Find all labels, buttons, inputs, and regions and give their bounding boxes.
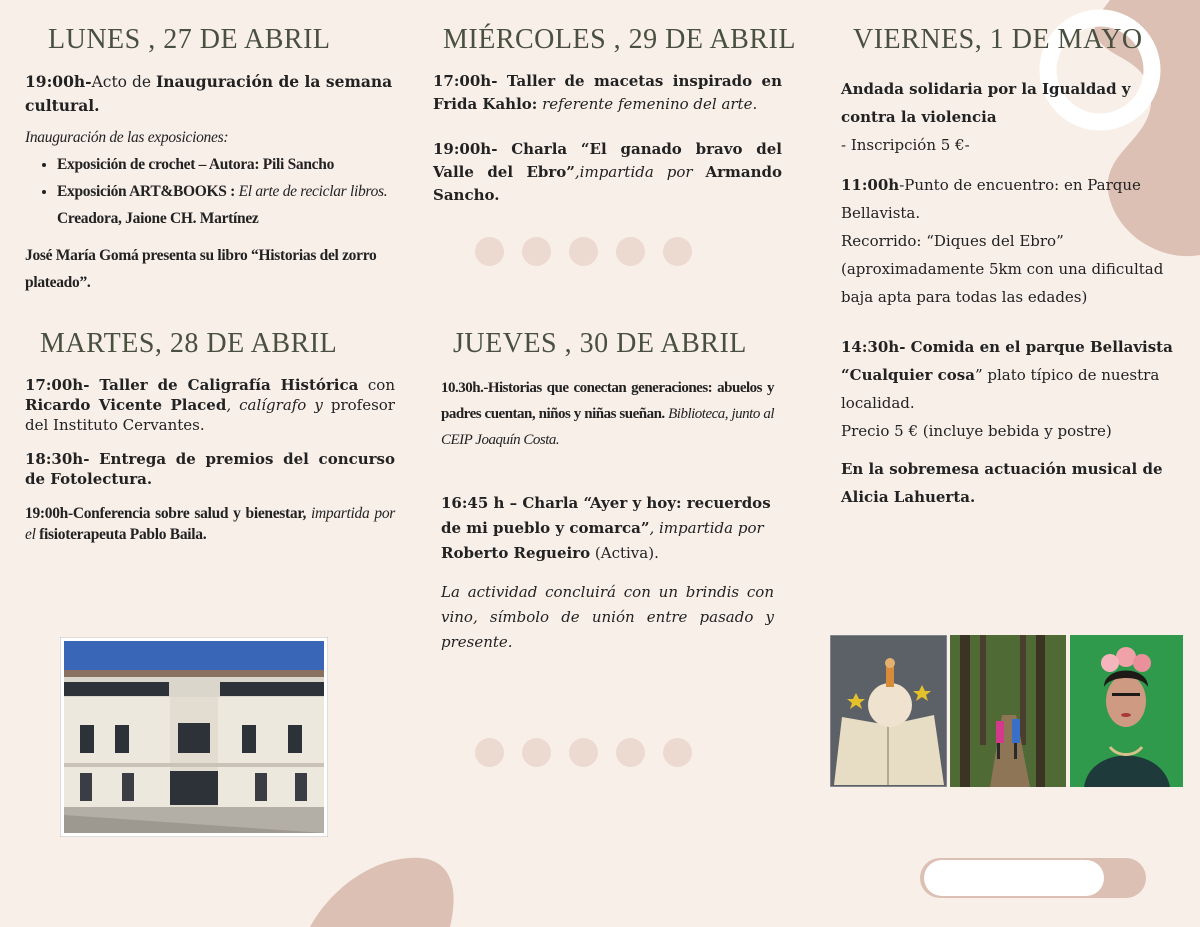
- tuesday-awards: 18:30h- Entrega de premios del concurso de Fotolectura.: [25, 450, 395, 488]
- exhibition-list: [57, 151, 395, 232]
- monday-book-presentation: José María Gomá presenta su libro “Historias del zorro plateado”.: [25, 247, 377, 291]
- friday-price: Precio 5 € (incluye bebida y postre): [841, 422, 1112, 440]
- thursday-events: 10.30h.-Historias que conectan generaciones: abuelos y padres cuentan, niños y niñas sueñan. Biblioteca, junto al CEIP Joaquín Costa. 16:45 h – Charla “Ayer y hoy: recuerdos de mi pueblo y comarca”, impartida por Roberto Regueiro (Activa). La actividad concluirá con un brindis con vino, símbolo de unión entre pasado y presente.: [441, 380, 774, 651]
- monday-inauguration: Inauguración de la semana cultural.: [25, 72, 393, 115]
- friday-title: VIERNES, 1 DE MAYO: [853, 24, 1143, 55]
- frida-kahlo-photo: [1070, 635, 1183, 787]
- thursday-title: JUEVES , 30 DE ABRIL: [453, 328, 747, 359]
- monday-text: Acto de: [91, 73, 156, 91]
- tuesday-title: MARTES, 28 DE ABRIL: [40, 328, 338, 359]
- monday-title: LUNES , 27 DE ABRIL: [48, 24, 331, 55]
- town-hall-photo: [60, 637, 328, 837]
- friday-events: Andada solidaria por la Igualdad y contra la violencia - Inscripción 5 €- 11:00h-Punto de encuentro: en Parque Bellavista. Recorrido: “Diques del Ebro” (aproximadamente 5km con una dificultad baja apta para todas las edades) 14:30h- Comida en el parque Bellavista “Cualquier cosa” plato típico de nuestra localidad. Precio 5 € (incluye bebida y postre) En la sobremesa actuación musical de Alicia Lahuerta.: [841, 75, 1193, 511]
- wednesday-title: MIÉRCOLES , 29 DE ABRIL: [443, 24, 796, 55]
- wednesday-events: 17:00h- Taller de macetas inspirado en Frida Kahlo: referente femenino del arte. 19:00h- Charla “El ganado bravo del Valle del Ebro”,impartida por Armando Sancho.: [433, 72, 782, 204]
- exhibition-artbooks: • Exposición ART&BOOKS : El arte de reciclar libros. Creadora, Jaione CH. Martínez: [57, 178, 395, 232]
- friday-route-detail: (aproximadamente 5km con una dificultad baja apta para todas las edades): [841, 260, 1164, 306]
- friday-route: Recorrido: “Diques del Ebro”: [841, 232, 1064, 250]
- tuesday-events: 17:00h- Taller de Caligrafía Histórica con Ricardo Vicente Placed, calígrafo y profesor del Instituto Cervantes. 18:30h- Entrega de premios del concurso de Fotolectura. 19:00h-Conferencia sobre salud y bienestar, impartida por el fisioterapeuta Pablo Baila.: [25, 376, 395, 543]
- decorative-pill-bottom-right: [920, 856, 1150, 900]
- friday-registration: - Inscripción 5 €-: [841, 136, 970, 154]
- exhibition-crochet: • Exposición de crochet – Autora: Pili Sancho: [57, 151, 395, 178]
- decorative-dots-bottom: [475, 738, 692, 767]
- forest-walk-photo: [950, 635, 1066, 787]
- monday-intro: Inauguración de las exposiciones:: [25, 129, 229, 146]
- little-prince-book-photo: [830, 635, 947, 787]
- thursday-closing: La actividad concluirá con un brindis con vino, símbolo de unión entre pasado y presente.: [441, 583, 774, 651]
- decorative-dots-top: [475, 237, 692, 266]
- decorative-blob-bottom: [300, 855, 470, 927]
- friday-music: En la sobremesa actuación musical de Alicia Lahuerta.: [841, 460, 1163, 506]
- monday-time: 19:00h-: [25, 72, 92, 91]
- monday-events: [25, 70, 395, 296]
